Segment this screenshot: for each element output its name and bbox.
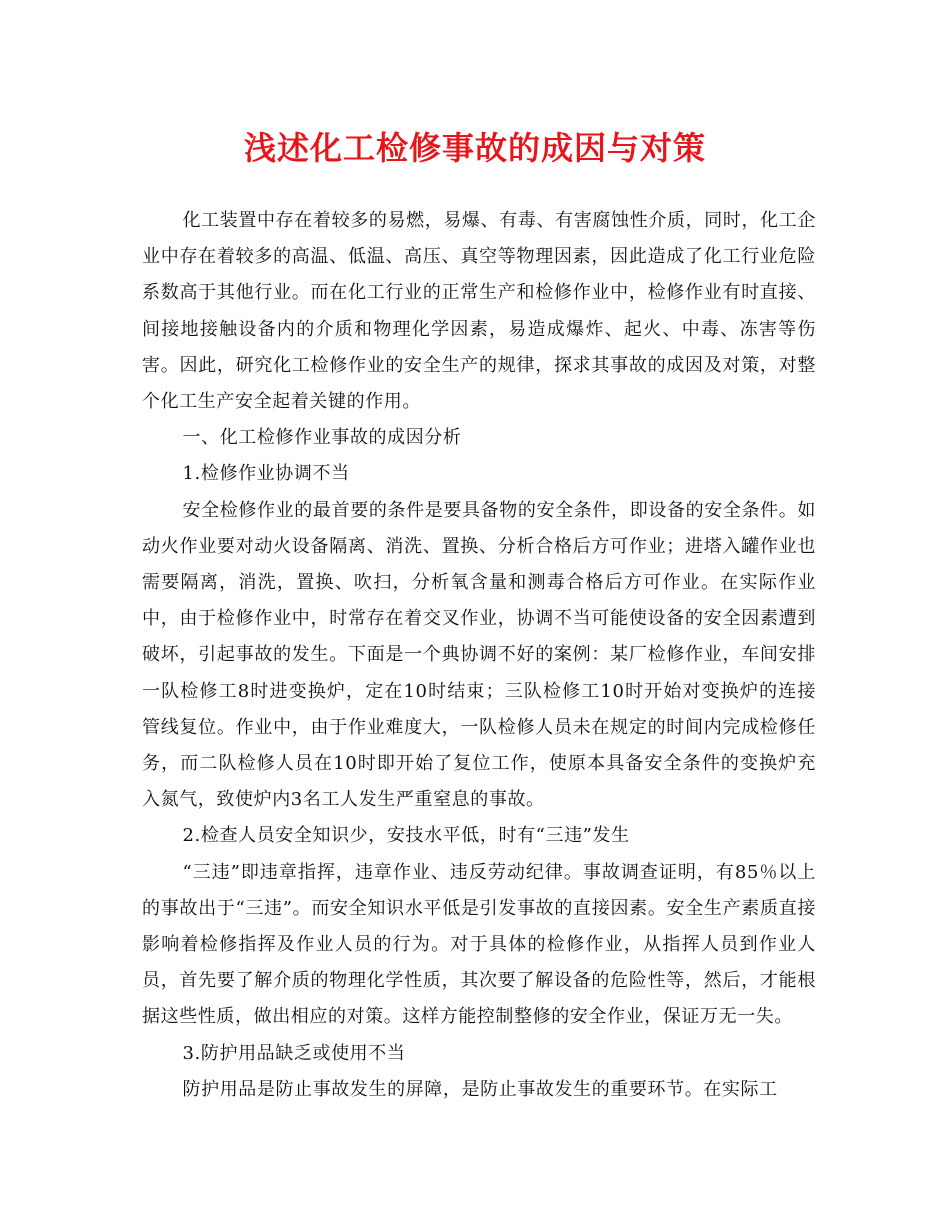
section-heading-causes: 一、化工检修作业事故的成因分析 xyxy=(182,427,462,449)
paragraph-protection: 防护用品是防止事故发生的屏障，是防止事故发生的重要环节。在实际工 xyxy=(182,1078,778,1100)
subheading-protection: 3.防护用品缺乏或使用不当 xyxy=(182,1042,406,1064)
paragraph-coordination: 安全检修作业的最首要的条件是要具备物的安全条件，即设备的安全条件。如动火作业要对动火设备隔离、消洗、置换、分析合格后方可作业；进塔入罐作业也需要隔离，消洗，置换、吹扫，分析氧含量和测毒合格后方可作业。在实际作业中，由于检修作业中，时常存在着交叉作业，协调不当可能使设备的安全因素遭到破坏，引起事故的发生。下面是一个典协调不好的案例：某厂检修作业，车间安排一队检修工8时进变换炉，定在10时结束；三队检修工10时开始对变换炉的连接管线复位。作业中，由于作业难度大，一队检修人员未在规定的时间内完成检修任务，而二队检修人员在10时即开始了复位工作，使原本具备安全条件的变换炉充入氮气，致使炉内3名工人发生严重窒息的事故。 xyxy=(142,499,816,811)
intro-paragraph: 化工装置中存在着较多的易燃，易爆、有毒、有害腐蚀性介质，同时，化工企业中存在着较多的高温、低温、高压、真空等物理因素，因此造成了化工行业危险系数高于其他行业。而在化工行业的正常生产和检修作业中，检修作业有时直接、间接地接触设备内的介质和物理化学因素，易造成爆炸、起火、中毒、冻害等伤害。因此，研究化工检修作业的安全生产的规律，探求其事故的成因及对策，对整个化工生产安全起着关键的作用。 xyxy=(142,210,816,413)
document-body xyxy=(142,203,816,1108)
paragraph-knowledge: “三违”即违章指挥，违章作业、违反劳动纪律。事故调查证明，有85％以上的事故出于“三违”。而安全知识水平低是引发事故的直接因素。安全生产素质直接影响着检修指挥及作业人员的行为。对于具体的检修作业，从指挥人员到作业人员，首先要了解介质的物理化学性质，其次要了解设备的危险性等，然后，才能根据这些性质，做出相应的对策。这样方能控制整修的安全作业，保证万无一失。 xyxy=(142,861,816,1028)
subheading-knowledge: 2.检查人员安全知识少，安技水平低，时有“三违”发生 xyxy=(182,825,630,847)
subheading-coordination: 1.检修作业协调不当 xyxy=(182,463,350,485)
document-title: 浅述化工检修事故的成因与对策 xyxy=(243,129,706,167)
